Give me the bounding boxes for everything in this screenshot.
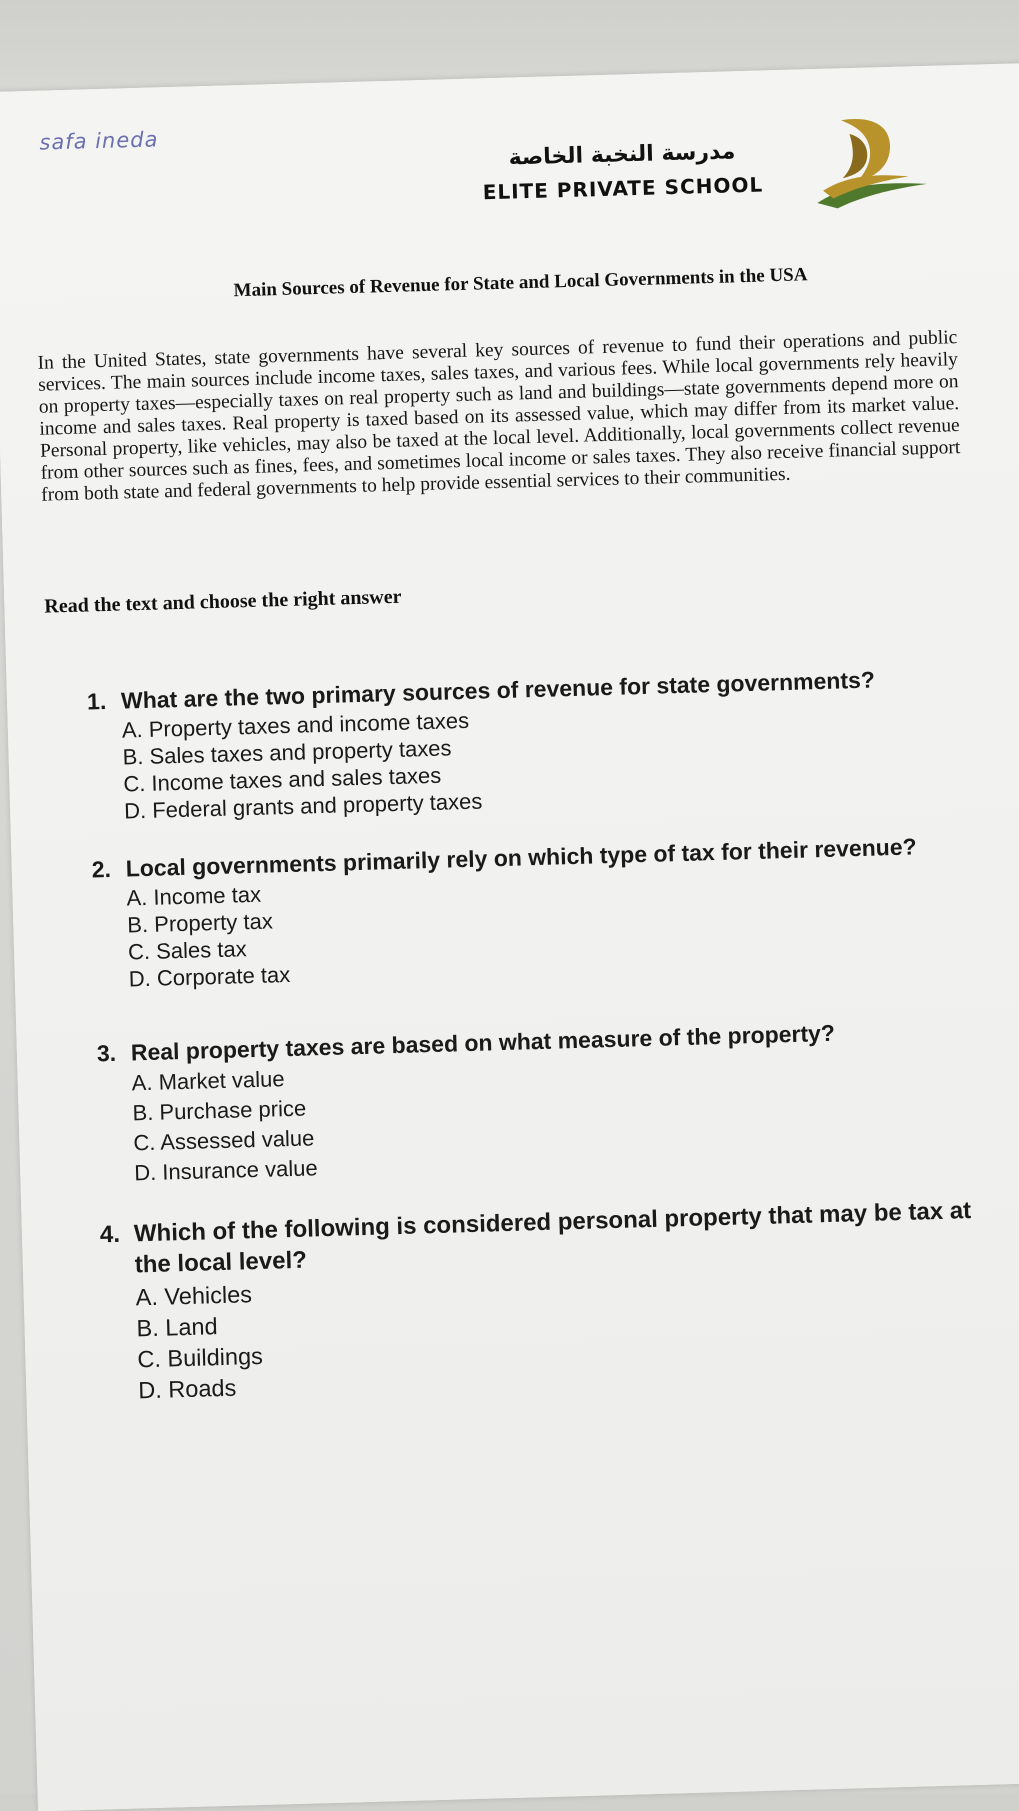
answer-option-c[interactable]: C. Income taxes and sales taxes: [123, 762, 442, 797]
question-3: [96, 1014, 1000, 1189]
answer-options: [121, 692, 990, 824]
question-2: [91, 830, 995, 993]
question-1: [87, 662, 991, 825]
answer-options: [126, 860, 995, 992]
school-name-english: ELITE PRIVATE SCHOOL: [482, 172, 764, 205]
question-4: [100, 1194, 1005, 1407]
answer-option-b[interactable]: B. Land: [136, 1313, 218, 1342]
question-number: 3.: [96, 1039, 117, 1067]
question-text: Local governments primarily rely on which type of tax for their revenue?: [125, 833, 917, 882]
instructions: Read the text and choose the right answer: [44, 585, 402, 618]
answer-option-a[interactable]: A. Vehicles: [135, 1281, 253, 1311]
question-number: 1.: [86, 687, 107, 715]
answer-options: [131, 1044, 1000, 1188]
answer-option-b[interactable]: B. Purchase price: [132, 1095, 307, 1126]
answer-option-b[interactable]: B. Property tax: [126, 908, 274, 938]
question-text: What are the two primary sources of revenue for state governments?: [120, 666, 876, 714]
document-title: Main Sources of Revenue for State and Local Governments in the USA: [233, 264, 808, 302]
question-text: Which of the following is considered personal property that may be tax at the local level?: [133, 1197, 972, 1279]
school-name-arabic: مدرسة النخبة الخاصة: [508, 139, 736, 171]
answer-option-d[interactable]: D. Insurance value: [133, 1155, 318, 1186]
answer-option-d[interactable]: D. Federal grants and property taxes: [123, 788, 483, 824]
answer-option-a[interactable]: A. Market value: [131, 1066, 285, 1096]
answer-option-c[interactable]: C. Assessed value: [133, 1125, 315, 1156]
answer-option-c[interactable]: C. Sales tax: [127, 936, 247, 965]
answer-option-a[interactable]: A. Property taxes and income taxes: [121, 707, 470, 743]
school-crest-icon: [811, 114, 932, 213]
question-number: 4.: [99, 1220, 121, 1249]
answer-option-d[interactable]: D. Roads: [137, 1374, 237, 1404]
answer-options: [135, 1258, 1004, 1406]
question-text: Real property taxes are based on what measure of the property?: [130, 1019, 836, 1066]
answer-option-b[interactable]: B. Sales taxes and property taxes: [122, 735, 452, 770]
answer-option-c[interactable]: C. Buildings: [137, 1342, 264, 1373]
answer-option-d[interactable]: D. Corporate tax: [128, 961, 291, 992]
answer-option-a[interactable]: A. Income tax: [126, 881, 262, 911]
question-number: 2.: [91, 855, 112, 883]
reading-passage: In the United States, state governments have several key sources of revenue to fund their operations and public services. The main sources include income taxes, sales taxes, and various fees. While local governments rely heavily on property taxes—especially taxes on real property such as land and buildings—state governments depend more on income and sales taxes. Real property is taxed based on its assessed value, which may differ from its market value. Personal property, like vehicles, may also be taxed at the local level. Additionally, local governments collect revenue from other sources such as fines, fees, and sometimes local income or sales taxes. They also receive financial support from both state and federal governments to help provide essential services to their communities.: [37, 327, 961, 506]
handwritten-student-name: safa ineda: [39, 127, 159, 155]
worksheet-page: [0, 63, 1019, 1811]
